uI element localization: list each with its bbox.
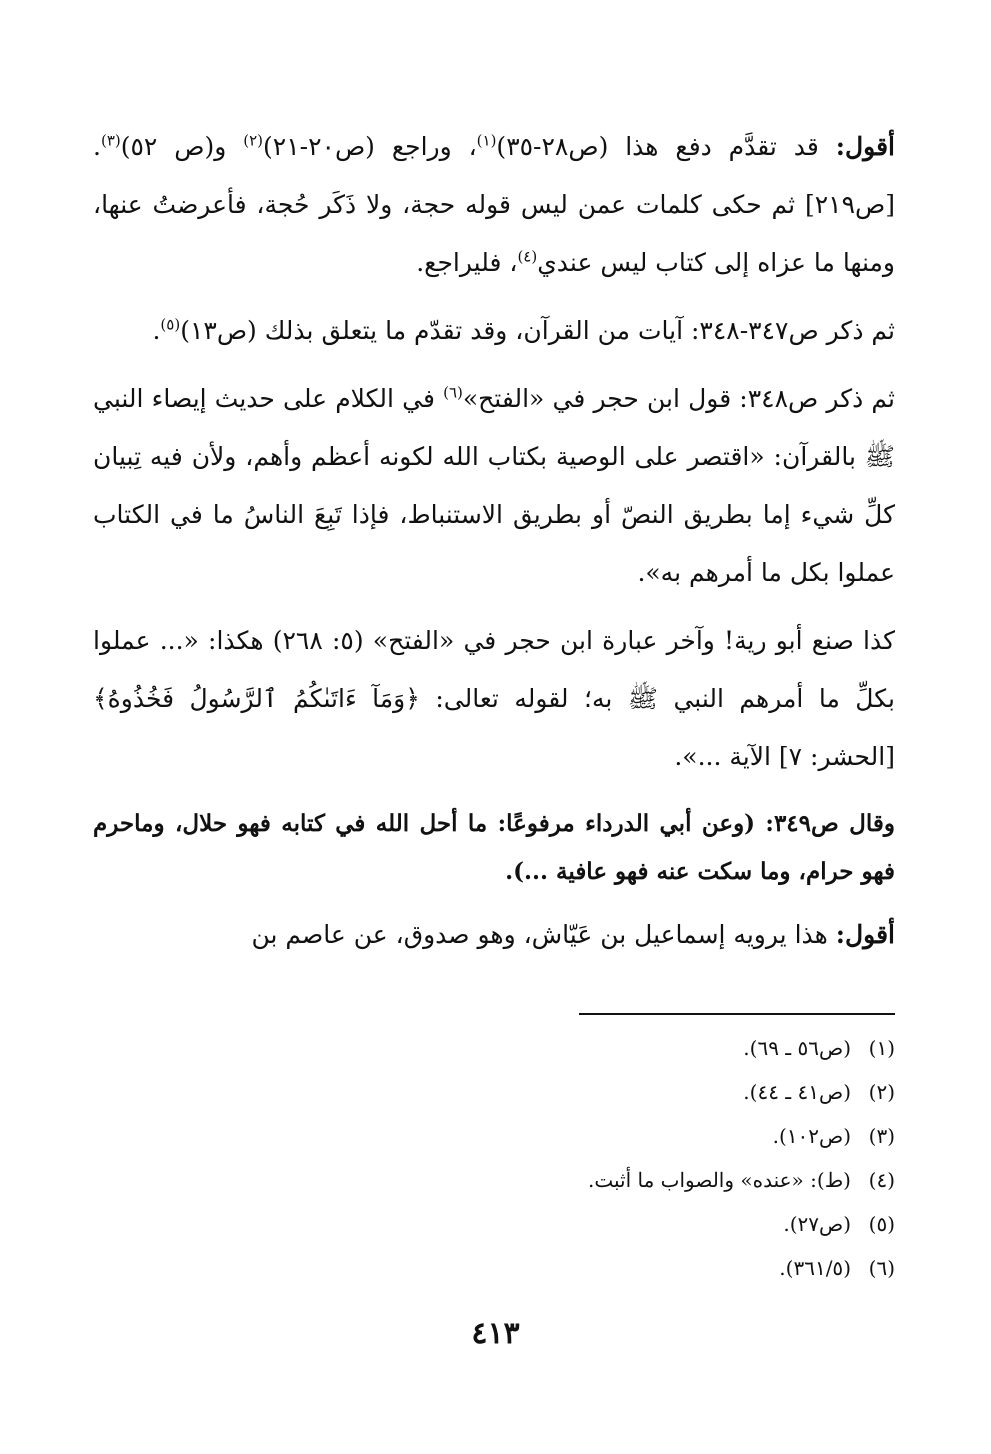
main-text bbox=[93, 118, 895, 964]
paragraph bbox=[93, 370, 895, 602]
text-segment: ، وراجع (ص٢٠-٢١) bbox=[263, 132, 477, 161]
footnote-number: (١) bbox=[868, 1036, 895, 1060]
lead-word: أقول: bbox=[835, 920, 895, 949]
text-segment: كذا صنع أبو رية! وآخر عبارة ابن حجر في «الفتح» (٥: ٢٦٨) هكذا: «... عملوا بكلِّ ما أمرهم النبي ﷺ به؛ لقوله تعالى: ﴿وَمَآ ءَاتَىٰكُمُ ٱلرَّسُولُ فَخُذُوهُ﴾ [الحشر: ٧] الآية ...». bbox=[93, 626, 895, 771]
text-segment: ثم ذكر ص٣٤٨: قول ابن حجر في «الفتح» bbox=[462, 384, 896, 413]
footnote bbox=[395, 1070, 895, 1114]
paragraph bbox=[93, 612, 895, 786]
footnote-divider bbox=[579, 1013, 895, 1015]
footnote-text: (ص٢٧). bbox=[783, 1212, 851, 1236]
text-segment: قد تقدَّم دفع هذا (ص٢٨-٣٥) bbox=[496, 132, 836, 161]
footnote bbox=[395, 1026, 895, 1070]
footnote-text: (٣٦١/٥). bbox=[779, 1256, 851, 1280]
footnote-number: (٣) bbox=[868, 1124, 895, 1148]
footnote-number: (٢) bbox=[868, 1080, 895, 1104]
footnote-number: (٥) bbox=[868, 1212, 895, 1236]
footnote-text: (ط): «عنده» والصواب ما أثبت. bbox=[587, 1168, 851, 1192]
footnote-text: (ص٤١ ـ ٤٤). bbox=[743, 1080, 851, 1104]
footnote-reference: (٤) bbox=[517, 247, 538, 266]
paragraph bbox=[93, 800, 895, 896]
paragraph bbox=[93, 302, 895, 360]
footnote-reference: (١) bbox=[476, 131, 497, 150]
footnote bbox=[395, 1202, 895, 1246]
footnote-number: (٦) bbox=[868, 1256, 895, 1280]
footnote-reference: (٣) bbox=[100, 131, 121, 150]
text-segment: . bbox=[152, 316, 161, 345]
footnote-reference: (٥) bbox=[160, 315, 181, 334]
footnote bbox=[395, 1246, 895, 1290]
text-segment: و(ص ٥٢) bbox=[120, 132, 244, 161]
text-segment: ، فليراجع. bbox=[416, 248, 518, 277]
footnote-text: (ص١٠٢). bbox=[772, 1124, 851, 1148]
paragraph bbox=[93, 118, 895, 292]
text-segment: هذا يرويه إسماعيل بن عَيّاش، وهو صدوق، عن عاصم بن bbox=[251, 920, 836, 949]
footnote-text: (ص٥٦ ـ ٦٩). bbox=[743, 1036, 851, 1060]
footnotes-list bbox=[395, 1026, 895, 1290]
text-segment: . [ص٢١٩] ثم حكى كلمات عمن ليس قوله حجة، ولا ذَكَر حُجة، فأعرضتُ عنها، ومنها ما عزاه إلى كتاب ليس عندي bbox=[93, 132, 895, 277]
page-number: ٤١٣ bbox=[471, 1316, 520, 1351]
text-segment: ثم ذكر ص٣٤٧-٣٤٨: آيات من القرآن، وقد تقدّم ما يتعلق بذلك (ص١٣) bbox=[180, 316, 895, 345]
text-segment: وقال ص٣٤٩: (وعن أبي الدرداء مرفوعًا: ما أحل الله في كتابه فهو حلال، وماحرم فهو حرام، وما سكت عنه فهو عافية ...). bbox=[93, 810, 896, 885]
paragraph bbox=[93, 906, 895, 964]
footnote-reference: (٦) bbox=[443, 383, 463, 402]
footnote bbox=[395, 1158, 895, 1202]
footnote bbox=[395, 1114, 895, 1158]
text-segment: في الكلام على حديث إيصاء النبي ﷺ بالقرآن: «اقتصر على الوصية بكتاب الله لكونه أعظم وأهم، ولأن فيه تِبيان كلِّ شيء إما بطريق النصّ أو بطريق الاستنباط، فإذا تَبِعَ الناسُ ما في الكتاب عملوا بكل ما أمرهم به». bbox=[93, 384, 895, 587]
lead-word: أقول: bbox=[835, 132, 895, 161]
footnote-number: (٤) bbox=[868, 1168, 895, 1192]
footnote-reference: (٢) bbox=[243, 131, 263, 150]
